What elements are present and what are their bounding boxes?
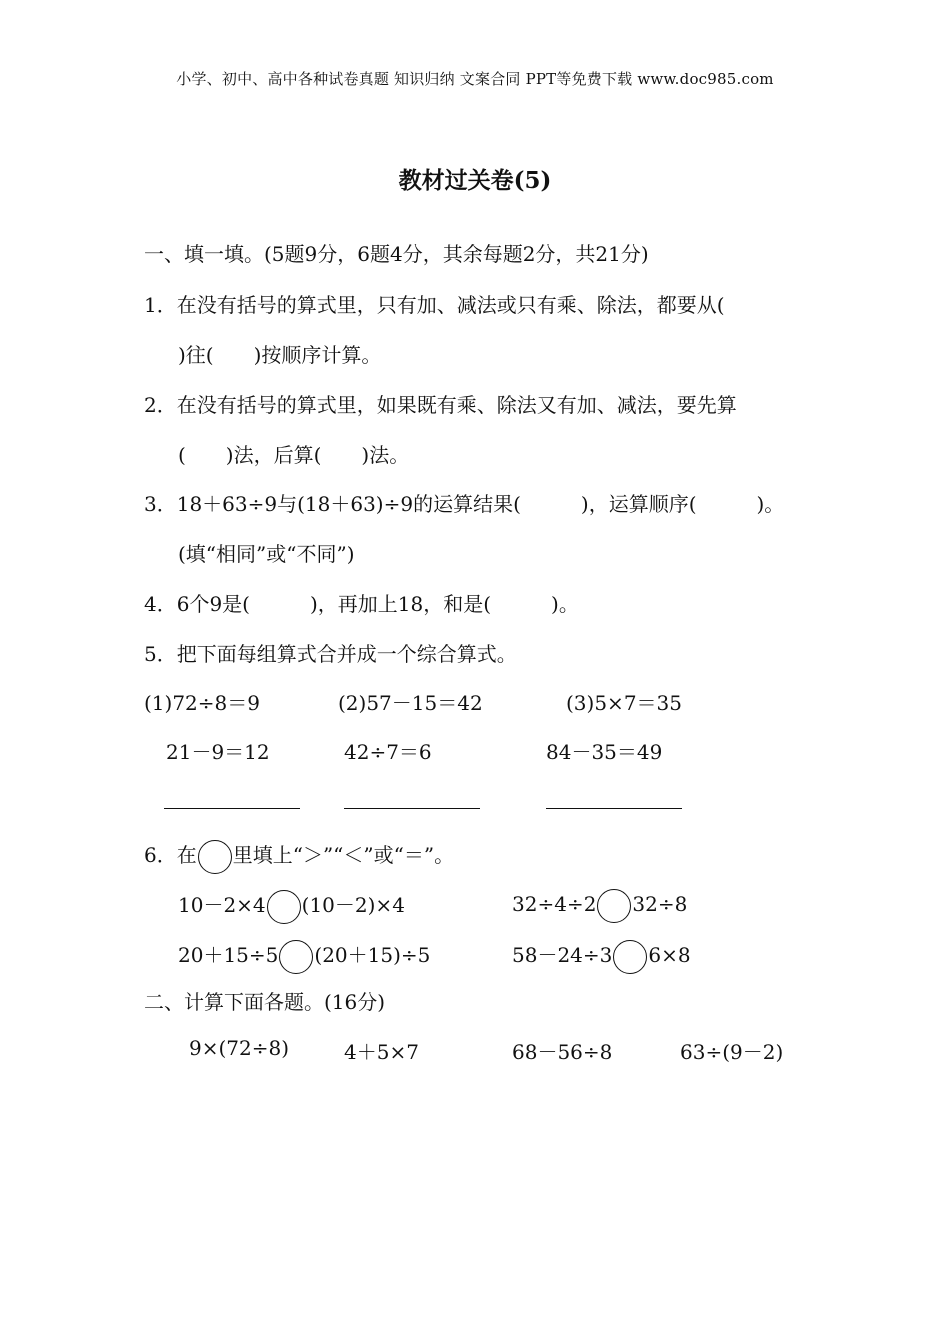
calc-problem-2: 4＋5×7 [344,1040,419,1064]
answer-circle[interactable] [597,889,631,923]
q6-item-2-left: 32÷4÷2 [512,892,597,916]
q6-item-2 [512,889,687,923]
question-2-line1: 2．在没有括号的算式里，如果既有乘、除法又有加、减法，要先算 [144,393,737,417]
q6-item-4-right: 6×8 [648,943,691,967]
q5-group2-line1: (2)57－15＝42 [338,691,483,715]
question-3-line1: 3．18＋63÷9与(18＋63)÷9的运算结果( )，运算顺序( )。 [144,492,785,516]
q6-item-1 [178,889,405,924]
answer-blank-3[interactable] [546,808,682,809]
section2-heading: 二、计算下面各题。(16分) [144,990,386,1014]
q5-group1-line2: 21－9＝12 [166,740,270,764]
q5-group3-line1: (3)5×7＝35 [566,691,682,715]
q5-group1-line1: (1)72÷8＝9 [144,691,260,715]
q6-item-1-left: 10－2×4 [178,893,266,917]
page-title: 教材过关卷(5) [398,167,552,194]
question-1-line1: 1．在没有括号的算式里，只有加、减法或只有乘、除法，都要从( [144,293,725,317]
question-1-line2: )往( )按顺序计算。 [178,343,382,367]
calc-problem-3: 68－56÷8 [512,1040,613,1064]
answer-circle[interactable] [613,940,647,974]
q6-item-3-right: (20＋15)÷5 [314,943,431,967]
answer-blank-2[interactable] [344,808,480,809]
q6-prompt-before: 6．在 [144,843,197,867]
answer-circle[interactable] [267,890,301,924]
calc-problem-4: 63÷(9－2) [680,1040,784,1064]
question-2-line2: ( )法，后算( )法。 [178,443,410,467]
question-5-prompt: 5．把下面每组算式合并成一个综合算式。 [144,642,517,666]
question-6-prompt [144,839,454,874]
question-4: 4．6个9是( )，再加上18，和是( )。 [144,592,579,616]
question-3-line2: (填“相同”或“不同”) [178,542,355,566]
site-header: 小学、初中、高中各种试卷真题 知识归纳 文案合同 PPT等免费下载 www.doc985.com [176,70,774,88]
q5-group3-line2: 84－35＝49 [546,740,663,764]
calc-problem-1: 9×(72÷8) [189,1036,290,1060]
q6-item-4-left: 58－24÷3 [512,943,613,967]
circle-icon [198,840,232,874]
q6-item-2-right: 32÷8 [632,892,688,916]
answer-circle[interactable] [279,940,313,974]
q6-item-3 [178,939,430,974]
q6-item-1-right: (10－2)×4 [301,893,405,917]
q6-item-4 [512,939,691,974]
q6-item-3-left: 20＋15÷5 [178,943,279,967]
q6-prompt-after: 里填上“＞”“＜”或“＝”。 [232,843,455,867]
section1-heading: 一、填一填。(5题9分，6题4分，其余每题2分，共21分) [144,242,649,266]
answer-blank-1[interactable] [164,808,300,809]
q5-group2-line2: 42÷7＝6 [344,740,432,764]
